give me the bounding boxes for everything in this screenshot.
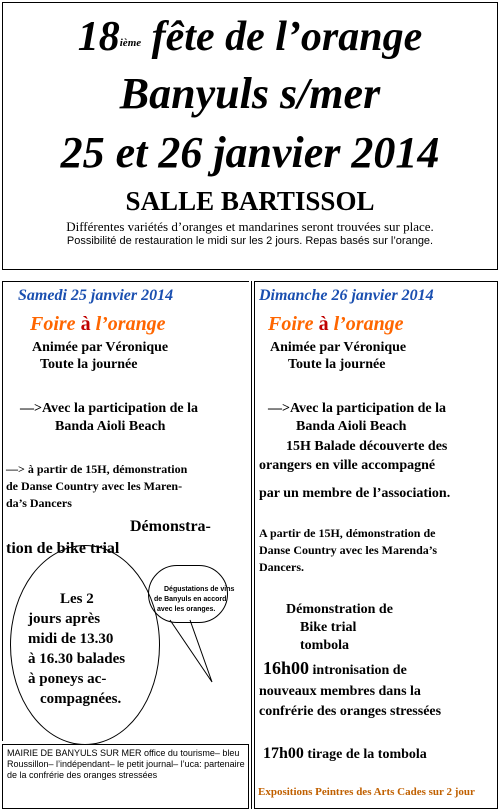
sunday-allday: Toute la journée xyxy=(288,357,386,372)
partners-text: MAIRIE DE BANYULS SUR MER office du tourisme– bleu Roussillon– l’indépendant– le petit journal– l’uca: partenaire de la confrérie des oranges stressées xyxy=(7,748,245,780)
wine-line-2: de Banyuls en accord xyxy=(154,596,227,603)
sunday-participation: —>Avec la participation de la xyxy=(268,401,447,416)
pony-line-3: midi de 13.30 xyxy=(28,631,114,647)
event-venue: SALLE BARTISSOL xyxy=(125,186,375,216)
pony-line-4: à 16.30 balades xyxy=(28,651,126,667)
sunday-dance-2: Danse Country avec les Marenda’s xyxy=(259,543,437,557)
saturday-heading: Samedi 25 janvier 2014 xyxy=(18,287,174,304)
event-town: Banyuls s/mer xyxy=(119,69,381,118)
saturday-demo-2: tion de bike trial xyxy=(6,540,120,557)
sunday-induction-2: nouveaux membres dans la xyxy=(259,684,421,699)
pony-line-2: jours après xyxy=(28,611,101,627)
varieties-note: Différentes variétés d’oranges et mandarines seront trouvées sur place. xyxy=(66,219,434,234)
pony-line-1: Les 2 xyxy=(60,591,94,607)
saturday-dance-3: da’s Dancers xyxy=(6,496,72,510)
event-title: 18ième fête de l’orange xyxy=(77,14,423,60)
pony-line-6: compagnées. xyxy=(40,691,122,707)
event-dates: 25 et 26 janvier 2014 xyxy=(60,128,440,177)
wine-line-1: Dégustations de vins xyxy=(164,586,235,593)
sunday-draw: 17h00 tirage de la tombola xyxy=(263,745,427,762)
header-box xyxy=(2,2,498,270)
saturday-participation: —>Avec la participation de la xyxy=(20,401,199,416)
pony-line-5: à poneys ac- xyxy=(28,671,107,687)
saturday-demo-1: Démonstra- xyxy=(130,518,211,535)
sunday-induction-1: 16h00 intronisation de xyxy=(263,658,407,678)
sunday-dance-3: Dancers. xyxy=(259,560,304,574)
sunday-exhibition: Expositions Peintres des Arts Cades sur 2 jour xyxy=(258,786,475,798)
sunday-walk-2: orangers en ville accompagné xyxy=(259,458,436,473)
saturday-allday: Toute la journée xyxy=(40,357,138,372)
sunday-tombola: tombola xyxy=(300,638,349,653)
bubble-tail xyxy=(150,610,220,690)
saturday-foire-title: Foire à l’orange xyxy=(30,313,166,335)
saturday-dance-1: —> à partir de 15H, démonstration xyxy=(6,462,188,476)
sunday-walk-1: 15H Balade découverte des xyxy=(286,439,448,454)
sunday-foire-title: Foire à l’orange xyxy=(268,313,404,335)
sunday-dance-1: A partir de 15H, démonstration de xyxy=(259,526,436,540)
sunday-banda: Banda Aioli Beach xyxy=(296,419,407,434)
sunday-heading: Dimanche 26 janvier 2014 xyxy=(259,287,434,304)
saturday-banda: Banda Aioli Beach xyxy=(55,419,166,434)
restaurant-note: Possibilité de restauration le midi sur les 2 jours. Repas basés sur l’orange. xyxy=(66,235,434,247)
sunday-demo: Démonstration de xyxy=(286,602,393,617)
sunday-animation: Animée par Véronique xyxy=(270,340,407,355)
sunday-induction-3: confrérie des oranges stressées xyxy=(259,704,442,719)
partners-box xyxy=(2,744,249,809)
saturday-animation: Animée par Véronique xyxy=(32,340,169,355)
saturday-dance-2: de Danse Country avec les Maren- xyxy=(6,479,183,493)
wine-line-3: avec les oranges. xyxy=(157,606,216,613)
sunday-bike: Bike trial xyxy=(300,620,357,635)
sunday-walk-3: par un membre de l’association. xyxy=(259,486,451,501)
